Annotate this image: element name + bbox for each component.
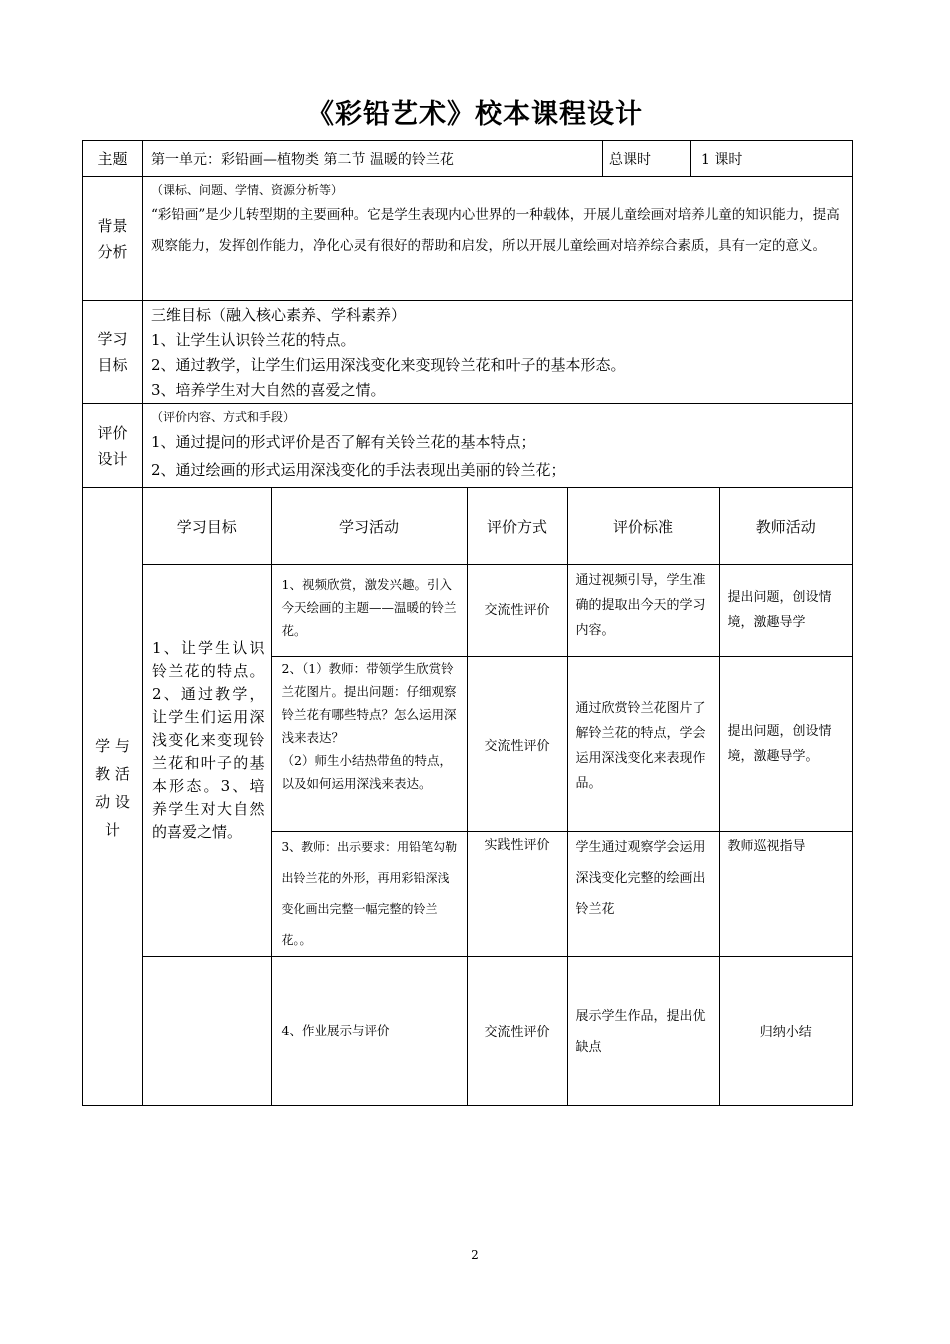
page-title: 《彩铅艺术》校本课程设计 xyxy=(307,99,643,130)
evaluation-item-1: 1、通过提问的形式评价是否了解有关铃兰花的基本特点； xyxy=(151,433,536,451)
activity-label-line1: 学 与 xyxy=(95,737,130,755)
background-body: “彩铅画”是少儿转型期的主要画种。它是学生表现内心世界的一种载体，开展儿童绘画对培养儿童的知识能力，提高观察能力，发挥创作能力，净化心灵有很好的帮助和启发，所以开展儿童绘画对培养综合素质，具有一定的意义。 xyxy=(151,207,840,254)
topic-row xyxy=(83,141,853,177)
evaluation-label xyxy=(83,404,143,488)
header-evaluation-method: 评价方式 xyxy=(467,488,567,565)
activity-1-text: 1、视频欣赏，激发兴趣。引入今天绘画的主题——温暖的铃兰花。 xyxy=(271,565,467,657)
background-note: （课标、问题、学情、资源分析等） xyxy=(151,183,344,197)
activity-4-method: 交流性评价 xyxy=(467,957,567,1105)
total-hours-value: 1 课时 xyxy=(691,141,853,177)
header-evaluation-criteria: 评价标准 xyxy=(567,488,719,565)
page-number: 2 xyxy=(471,1248,479,1262)
goals-item-3: 3、培养学生对大自然的喜爱之情。 xyxy=(151,381,386,399)
activity-3-criteria: 学生通过观察学会运用深浅变化完整的绘画出铃兰花 xyxy=(567,832,719,957)
goals-item-1: 1、让学生认识铃兰花的特点。 xyxy=(151,331,356,349)
activity-table xyxy=(143,488,852,1105)
activity-2-teacher: 提出问题，创设情境，激趣导学。 xyxy=(719,657,852,832)
goals-label-line1: 学习 xyxy=(97,330,128,348)
background-label xyxy=(83,177,143,301)
evaluation-label-line2: 设计 xyxy=(97,449,128,468)
activity-1-method: 交流性评价 xyxy=(467,565,567,657)
activity-2-text xyxy=(271,657,467,832)
goals-content xyxy=(143,301,853,404)
activity-1-teacher: 提出问题，创设情境，激趣导学 xyxy=(719,565,852,657)
background-content xyxy=(143,177,853,301)
activity-1-criteria: 通过视频引导，学生准确的提取出今天的学习内容。 xyxy=(567,565,719,657)
goals-label xyxy=(83,301,143,404)
header-learning-activity: 学习活动 xyxy=(271,488,467,565)
evaluation-item-2: 2、通过绘画的形式运用深浅变化的手法表现出美丽的铃兰花； xyxy=(151,461,566,479)
goals-label-line2: 目标 xyxy=(97,356,128,374)
header-teacher-activity: 教师活动 xyxy=(719,488,852,565)
activity-2-criteria: 通过欣赏铃兰花图片了解铃兰花的特点，学会运用深浅变化来表现作品。 xyxy=(567,657,719,832)
activity-content xyxy=(143,488,853,1106)
activity-header-row xyxy=(143,488,852,565)
goals-item-2: 2、通过教学，让学生们运用深浅变化来变现铃兰花和叶子的基本形态。 xyxy=(151,356,626,374)
topic-label: 主题 xyxy=(83,141,143,177)
activity-3-teacher: 教师巡视指导 xyxy=(719,832,852,957)
activity-label xyxy=(83,488,143,1106)
activity-4-criteria: 展示学生作品，提出优缺点 xyxy=(567,957,719,1105)
header-learning-goal: 学习目标 xyxy=(143,488,271,565)
evaluation-note: （评价内容、方式和手段） xyxy=(151,410,296,424)
evaluation-label-line1: 评价 xyxy=(97,423,128,442)
activity-4-goal-empty xyxy=(143,957,271,1105)
background-row xyxy=(83,177,853,301)
evaluation-row xyxy=(83,404,853,488)
activity-goals: 1、让学生认识铃兰花的特点。2、通过教学，让学生们运用深浅变化来变现铃兰花和叶子的基本形态。3、培养学生对大自然的喜爱之情。 xyxy=(143,565,271,957)
activity-3-text: 3、教师：出示要求：用铅笔勾勒出铃兰花的外形，再用彩铅深浅变化画出完整一幅完整的铃兰花。。 xyxy=(271,832,467,957)
course-design-table xyxy=(82,140,853,1106)
activity-2-text-part2: （2）师生小结热带鱼的特点，以及如何运用深浅来表达。 xyxy=(281,753,452,791)
activity-2-text-part1: 2、（1）教师：带领学生欣赏铃兰花图片。提出问题：仔细观察铃兰花有哪些特点？怎么运用深浅来表达？ xyxy=(281,661,457,745)
activity-row-1 xyxy=(143,565,852,657)
goals-row xyxy=(83,301,853,404)
activity-4-teacher: 归纳小结 xyxy=(719,957,852,1105)
activity-2-method: 交流性评价 xyxy=(467,657,567,832)
goals-heading: 三维目标（融入核心素养、学科素养） xyxy=(151,306,407,324)
total-hours-label: 总课时 xyxy=(603,141,691,177)
background-label-line1: 背景 xyxy=(97,216,128,235)
background-label-line2: 分析 xyxy=(97,242,128,261)
activity-label-line2: 教 活 xyxy=(95,765,130,783)
activity-row xyxy=(83,488,853,1106)
activity-label-line3: 动 设 xyxy=(95,793,130,811)
activity-label-line4: 计 xyxy=(104,821,120,839)
activity-4-text: 4、作业展示与评价 xyxy=(271,957,467,1105)
activity-3-method: 实践性评价 xyxy=(467,832,567,957)
evaluation-content xyxy=(143,404,853,488)
topic-value: 第一单元：彩铅画—植物类 第二节 温暖的铃兰花 xyxy=(143,141,603,177)
activity-row-4 xyxy=(143,957,852,1105)
